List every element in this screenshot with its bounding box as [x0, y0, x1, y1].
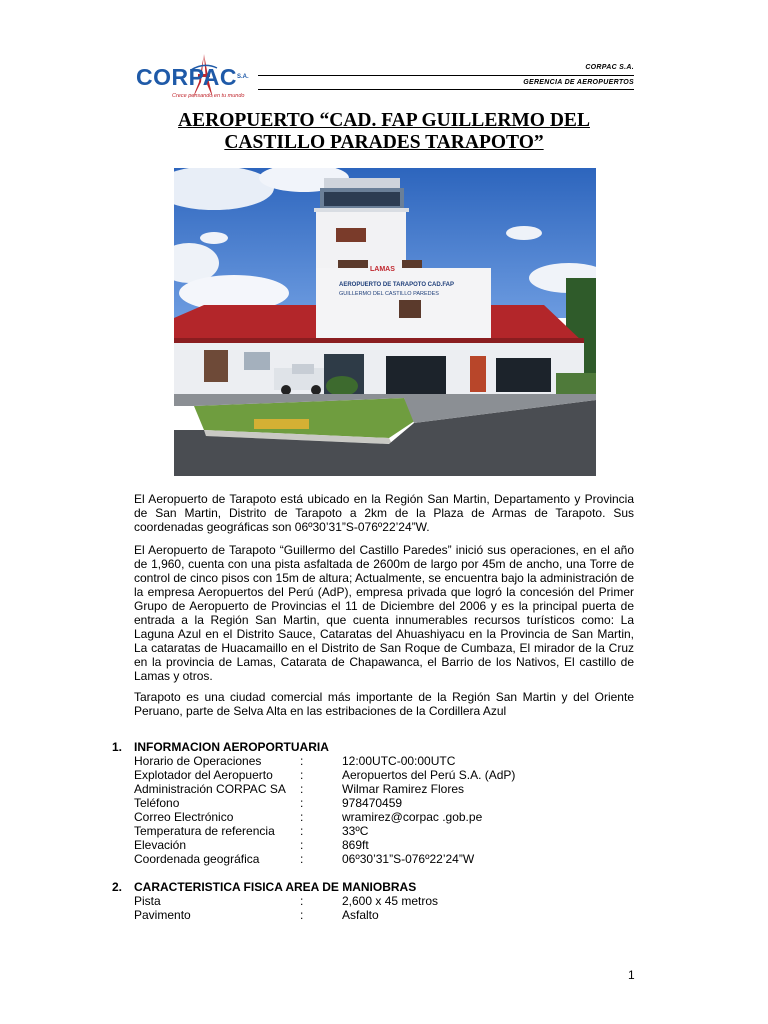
row-value: Asfalto [342, 908, 379, 922]
header-divider [258, 75, 634, 76]
row-value: 12:00UTC-00:00UTC [342, 754, 456, 768]
info-row [134, 768, 634, 782]
row-value: 06º30’31”S-076º22’24”W [342, 852, 475, 866]
page-number: 1 [628, 968, 635, 982]
row-label: Pista [134, 894, 161, 908]
paragraph-history: El Aeropuerto de Tarapoto “Guillermo del Castillo Paredes” inició sus operaciones, en el año de 1,960, cuenta con una pista asfaltada de 2600m de largo por 45m de ancho, una Torre de control de cinco pisos con 15m de altura; Actualmente, se encuentra bajo la administración de la empresa Aeropuertos del Perú (AdP), empresa privada que logró la concesión del Primer Grupo de Aeropuerto de Provincias el 11 de Diciembre del 2006 y es la principal puerta de entrada a la Región San Martin, que cuenta innumerables recursos turísticos como: La Laguna Azul en el Distrito Sauce, Cataratas del Ahuashiyacu en la Provincia de San Martin, La cataratas de Huacamaillo en el Distrito de San Roque de Cumbaza, El mirador de la Cruz en la provincia de Lamas, Catarata de Chapawanca, el Barrio de los Nativos, El castillo de Lamas y otros. [134, 543, 634, 683]
row-label: Temperatura de referencia [134, 824, 275, 838]
row-label: Correo Electrónico [134, 810, 234, 824]
row-separator: : [300, 754, 304, 768]
logo-text: CORPAC [136, 64, 237, 90]
sign-line-1: AEROPUERTO DE TARAPOTO CAD.FAP [339, 282, 455, 288]
sign-brand: LAMAS [370, 266, 395, 273]
row-value: 2,600 x 45 metros [342, 894, 439, 908]
row-label: Teléfono [134, 796, 180, 810]
row-separator: : [300, 894, 304, 908]
row-separator: : [300, 908, 304, 922]
sign-line-2: GUILLERMO DEL CASTILLO PAREDES [339, 291, 439, 297]
row-label: Coordenada geográfica [134, 852, 260, 866]
section-number: 1. [112, 740, 123, 754]
page-title [134, 110, 634, 154]
row-label: Elevación [134, 838, 187, 852]
info-row [134, 908, 634, 922]
info-row [134, 824, 634, 838]
info-row [134, 782, 634, 796]
airport-building-image [174, 168, 596, 476]
section-title: INFORMACION AEROPORTUARIA [134, 740, 329, 754]
airport-photo [174, 168, 596, 476]
section-title: CARACTERISTICA FISICA AREA DE MANIOBRAS [134, 880, 417, 894]
row-separator: : [300, 852, 304, 866]
info-row [134, 754, 634, 768]
corpac-logo [134, 52, 249, 102]
logo-sa: S.A. [237, 74, 249, 80]
paragraph-city: Tarapoto es una ciudad comercial más importante de la Región San Martin y del Oriente Peruano, parte de Selva Alta en las estribaciones de la Cordillera Azul [134, 690, 634, 718]
row-separator: : [300, 838, 304, 852]
row-label: Pavimento [134, 908, 191, 922]
row-value: Aeropuertos del Perú S.A. (AdP) [342, 768, 516, 782]
paragraph-location: El Aeropuerto de Tarapoto está ubicado en la Región San Martin, Departamento y Provincia de San Martin, Distrito de Tarapoto a 2km de la Plaza de Armas de Tarapoto. Sus coordenadas geográficas son 06º30’31”S-076º22’24”W. [134, 492, 634, 534]
email-value[interactable]: wramirez@corpac .gob.pe [342, 810, 483, 824]
section-number: 2. [112, 880, 123, 894]
row-separator: : [300, 768, 304, 782]
row-separator: : [300, 810, 304, 824]
header-company: CORPAC S.A. [585, 64, 634, 71]
info-row [134, 810, 634, 824]
row-value: 869ft [342, 838, 369, 852]
row-label: Explotador del Aeropuerto [134, 768, 273, 782]
info-row [134, 796, 634, 810]
row-separator: : [300, 782, 304, 796]
row-separator: : [300, 824, 304, 838]
row-separator: : [300, 796, 304, 810]
header-department: GERENCIA DE AEROPUERTOS [523, 79, 634, 86]
title-line-2: CASTILLO PARADES TARAPOTO” [224, 132, 544, 153]
info-row [134, 894, 634, 908]
row-label: Horario de Operaciones [134, 754, 262, 768]
title-line-1: AEROPUERTO “CAD. FAP GUILLERMO DEL [178, 110, 590, 131]
info-row [134, 838, 634, 852]
row-value: Wilmar Ramirez Flores [342, 782, 465, 796]
row-label: Administración CORPAC SA [134, 782, 286, 796]
header-divider-2 [258, 89, 634, 90]
info-row [134, 852, 634, 866]
row-value: 33ºC [342, 824, 369, 838]
row-value: 978470459 [342, 796, 403, 810]
logo-tagline: Crece pensando en tu mundo [172, 93, 245, 99]
